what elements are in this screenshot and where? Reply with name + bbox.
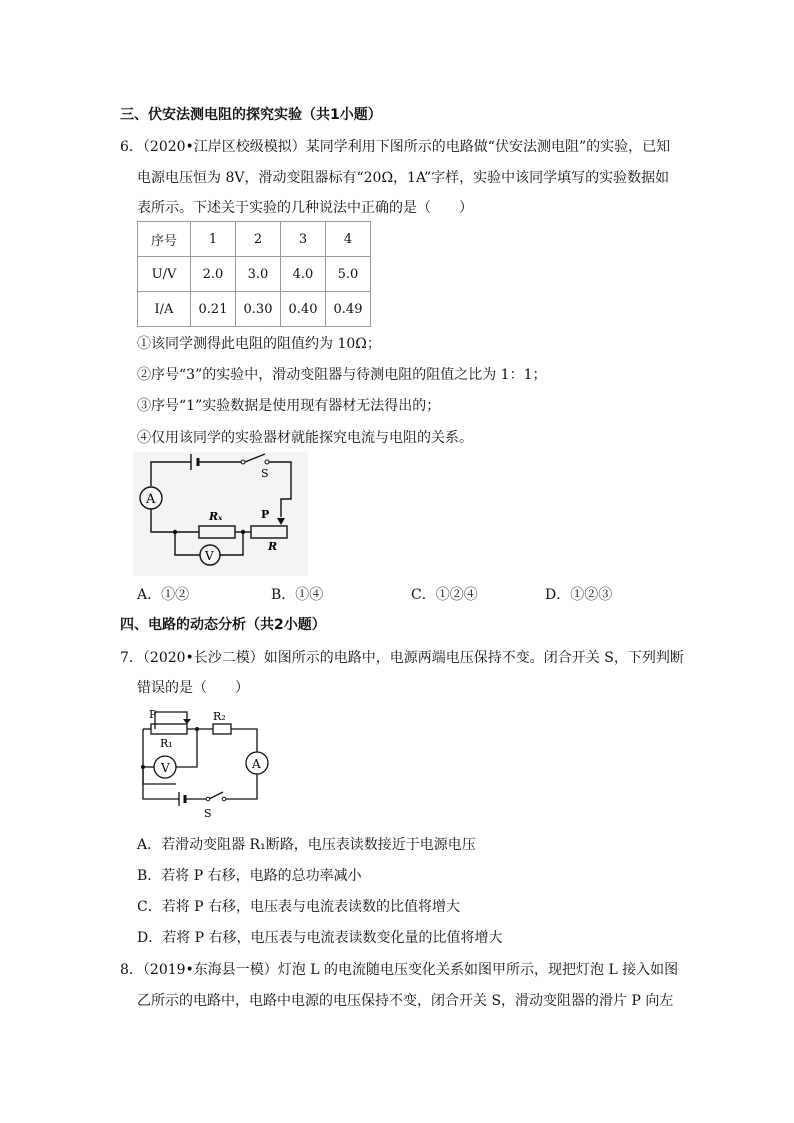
q7-option-a: A．若滑动变阻器 R₁断路，电压表读数接近于电源电压 <box>137 837 476 853</box>
q7-switch-label: S <box>204 807 212 820</box>
table-cell: 2.0 <box>191 257 236 292</box>
q7-ammeter-label: A <box>252 757 261 771</box>
q7-r2-label: R₂ <box>213 710 226 723</box>
q8-line-1: 8．（2019•东海县一模）灯泡 L 的电流随电压变化关系如图甲所示，现把灯泡 L 接入如图 <box>120 962 679 978</box>
q6-option-c: C．①②④ <box>411 587 478 603</box>
q6-statement-1: ①该同学测得此电阻的阻值约为 10Ω； <box>137 336 381 352</box>
table-cell: 0.40 <box>281 292 326 327</box>
q6-rx-label: Rₓ <box>209 510 223 523</box>
q7-line-2: 错误的是（ ） <box>137 680 249 696</box>
q6-rheostat-label: R <box>268 540 278 553</box>
table-cell: 5.0 <box>326 257 371 292</box>
q6-statement-4: ④仅用该同学的实验器材就能探究电流与电阻的关系。 <box>137 430 473 446</box>
table-cell: 0.30 <box>236 292 281 327</box>
table-cell: 0.49 <box>326 292 371 327</box>
q7-line-1: 7．（2020•长沙二模）如图所示的电路中，电源两端电压保持不变。闭合开关 S，下列判断 <box>120 650 684 666</box>
q6-line-1: 6．（2020•江岸区校级模拟）某同学利用下图所示的电路做“伏安法测电阻”的实验，已知 <box>120 139 671 155</box>
q6-statement-2: ②序号“3”的实验中，滑动变阻器与待测电阻的阻值之比为 1：1； <box>137 367 547 383</box>
table-cell: I/A <box>138 292 191 327</box>
table-row <box>138 292 371 327</box>
q6-statement-3: ③序号“1”实验数据是使用现有器材无法得出的； <box>137 398 441 414</box>
q6-line-3: 表所示。下述关于实验的几种说法中正确的是（ ） <box>137 200 473 216</box>
q7-r1-label: R₁ <box>160 737 173 750</box>
q6-ammeter-label: A <box>146 492 156 507</box>
section-3-title: 三、伏安法测电阻的探究实验（共1小题） <box>120 107 382 123</box>
q6-voltmeter-label: V <box>205 549 214 563</box>
q7-circuit-diagram <box>133 706 283 822</box>
q7-slider-label: P <box>149 708 157 721</box>
q6-option-d: D．①②③ <box>545 587 613 603</box>
table-cell: 4 <box>326 222 371 257</box>
table-cell: 4.0 <box>281 257 326 292</box>
table-cell: 3 <box>281 222 326 257</box>
table-cell: 3.0 <box>236 257 281 292</box>
table-cell: 2 <box>236 222 281 257</box>
table-row <box>138 257 371 292</box>
q7-option-c: C．若将 P 右移，电压表与电流表读数的比值将增大 <box>137 899 461 915</box>
table-cell: U/V <box>138 257 191 292</box>
section-4-title: 四、电路的动态分析（共2小题） <box>120 617 326 633</box>
table-cell: 0.21 <box>191 292 236 327</box>
q6-option-a: A．①② <box>137 587 190 603</box>
q8-line-2: 乙所示的电路中，电路中电源的电压保持不变，闭合开关 S，滑动变阻器的滑片 P 向左 <box>137 993 674 1009</box>
q6-slider-label: P <box>261 508 270 521</box>
q7-option-b: B．若将 P 右移，电路的总功率减小 <box>137 868 362 884</box>
q6-switch-label: S <box>261 467 269 480</box>
table-cell: 序号 <box>138 222 191 257</box>
table-cell: 1 <box>191 222 236 257</box>
q6-line-2: 电源电压恒为 8V，滑动变阻器标有“20Ω，1A”字样，实验中该同学填写的实验数据如 <box>137 170 670 186</box>
table-row <box>138 222 371 257</box>
q6-circuit-diagram <box>133 452 308 576</box>
q6-option-b: B．①④ <box>271 587 324 603</box>
q7-voltmeter-label: V <box>161 761 170 775</box>
q7-option-d: D．若将 P 右移，电压表与电流表读数变化量的比值将增大 <box>137 930 503 946</box>
q6-data-table <box>137 221 371 327</box>
